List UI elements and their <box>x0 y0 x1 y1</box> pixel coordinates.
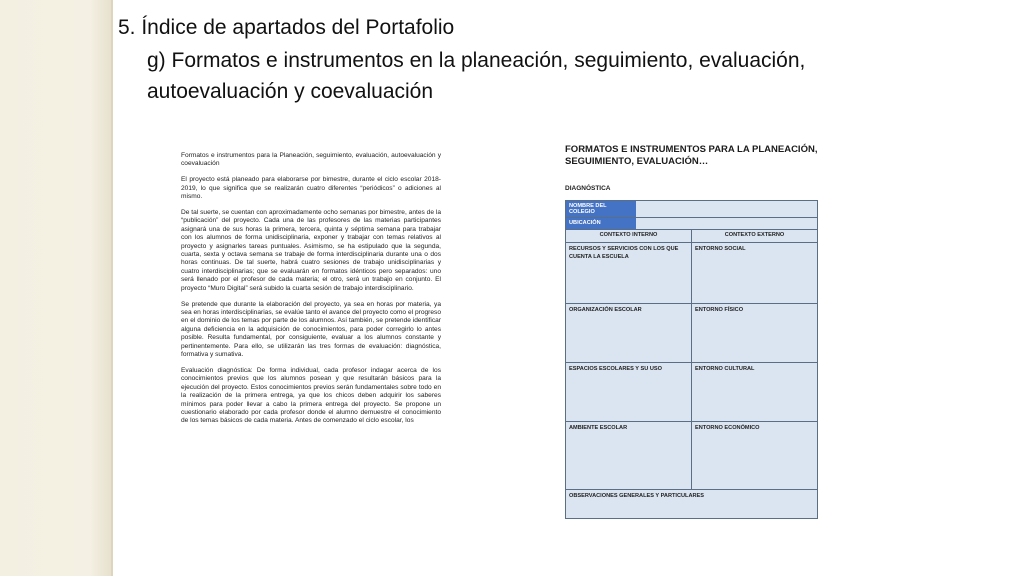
slide-subtitle: g) Formatos e instrumentos en la planeación, seguimiento, evaluación, autoevaluación y coevaluación <box>147 49 806 103</box>
document-image-text <box>181 152 441 520</box>
doc-paragraph: De tal suerte, se cuentan con aproximadamente ocho semanas por bimestre, antes de la “publicación” del proyecto. Cada una de las profesores de las materias participantes asignará una de sus horas la primera, tercera, quinta y séptima semana para trabajar con los alumnos de forma unidisciplinaria, exponer y trabajar con temas relativos al proyecto y asignarles tareas puntuales. Asimismo, se ha estipulado que la segunda, cuarta, sexta y octava semana se trabaje de forma interdisciplinaria durante una o dos horas continuas. De tal suerte, habrá cuatro sesiones de trabajo unidisciplinarias y cuatro interdisciplinarias; que se evaluarán en formatos idénticos pero separados: uno será llenado por el profesor de cada materia; el otro, será un trabajo en conjunto. El proyecto “Muro Digital” será subido la cuarta sesión de trabajo interdisciplinario. <box>181 209 441 292</box>
internal-cell: RECURSOS Y SERVICIOS CON LOS QUE CUENTA LA ESCUELA <box>566 243 692 303</box>
external-cell: ENTORNO SOCIAL <box>692 243 817 303</box>
header-external: CONTEXTO EXTERNO <box>692 230 817 242</box>
doc-paragraph: El proyecto está planeado para elaborarse por bimestre, durante el ciclo escolar 2018-2019, lo que significa que se realizarán cuatro diferentes “periódicos” o adiciones al mismo. <box>181 176 441 201</box>
header-internal: CONTEXTO INTERNO <box>566 230 692 242</box>
form-header-row <box>566 230 817 243</box>
form-row-nombre <box>566 201 817 218</box>
observaciones-cell: OBSERVACIONES GENERALES Y PARTICULARES <box>566 490 817 518</box>
nombre-value-cell <box>636 201 817 217</box>
form-row <box>566 422 817 490</box>
doc-paragraph: Se pretende que durante la elaboración del proyecto, ya sea en horas por materia, ya sea en horas interdisciplinarias, se evalúe tanto el avance del proyecto como el progreso en el dominio de los temas por parte de los alumnos. Así también, se pretende identificar alguna deficiencia en la adquisición de conocimientos, para poder corregirlo lo antes posible. Resulta fundamental, por consiguiente, evaluar a los alumnos constante y pertinentemente. Para ello, se utilizarán las tres formas de evaluación: diagnóstica, formativa y sumativa. <box>181 300 441 359</box>
nombre-label: NOMBRE DEL COLEGIO <box>566 201 636 217</box>
internal-cell: ORGANIZACIÓN ESCOLAR <box>566 304 692 362</box>
side-decoration-band <box>0 0 112 576</box>
external-cell: ENTORNO CULTURAL <box>692 363 817 421</box>
side-decoration-line <box>111 0 113 576</box>
form-row <box>566 243 817 304</box>
ubicacion-label: UBICACIÓN <box>566 218 636 229</box>
ubicacion-value-cell <box>636 218 817 229</box>
form-row <box>566 304 817 363</box>
doc-paragraph: Formatos e instrumentos para la Planeación, seguimiento, evaluación, autoevaluación y coevaluación <box>181 152 441 168</box>
form-row <box>566 363 817 422</box>
form-section-label: DIAGNÓSTICA <box>565 185 611 192</box>
form-title: FORMATOS E INSTRUMENTOS PARA LA PLANEACIÓN, SEGUIMIENTO, EVALUACIÓN… <box>565 144 818 167</box>
external-cell: ENTORNO ECONÓMICO <box>692 422 817 489</box>
form-row-ubicacion <box>566 218 817 230</box>
doc-paragraph: Evaluación diagnóstica: De forma individual, cada profesor indagar acerca de los conocimientos previos que los alumnos posean y que resultarán básicos para la ejecución del proyecto. Estos conocimientos previos serán fundamentales sobre todo en la realización de la primera entrega, ya que los chicos deben adquirir los saberes mínimos para poder llevar a cabo la primera entrega del proyecto. Se propone un cuestionario elaborado por cada profesor donde el alumno demuestre el conocimiento de los temas básicos de cada materia. Antes de comenzado el ciclo escolar, los <box>181 366 441 425</box>
external-cell: ENTORNO FÍSICO <box>692 304 817 362</box>
slide-title: 5. Índice de apartados del Portafolio <box>118 16 455 39</box>
diagnostic-form-table <box>565 200 818 519</box>
internal-cell: AMBIENTE ESCOLAR <box>566 422 692 489</box>
internal-cell: ESPACIOS ESCOLARES Y SU USO <box>566 363 692 421</box>
form-row-observaciones <box>566 490 817 518</box>
